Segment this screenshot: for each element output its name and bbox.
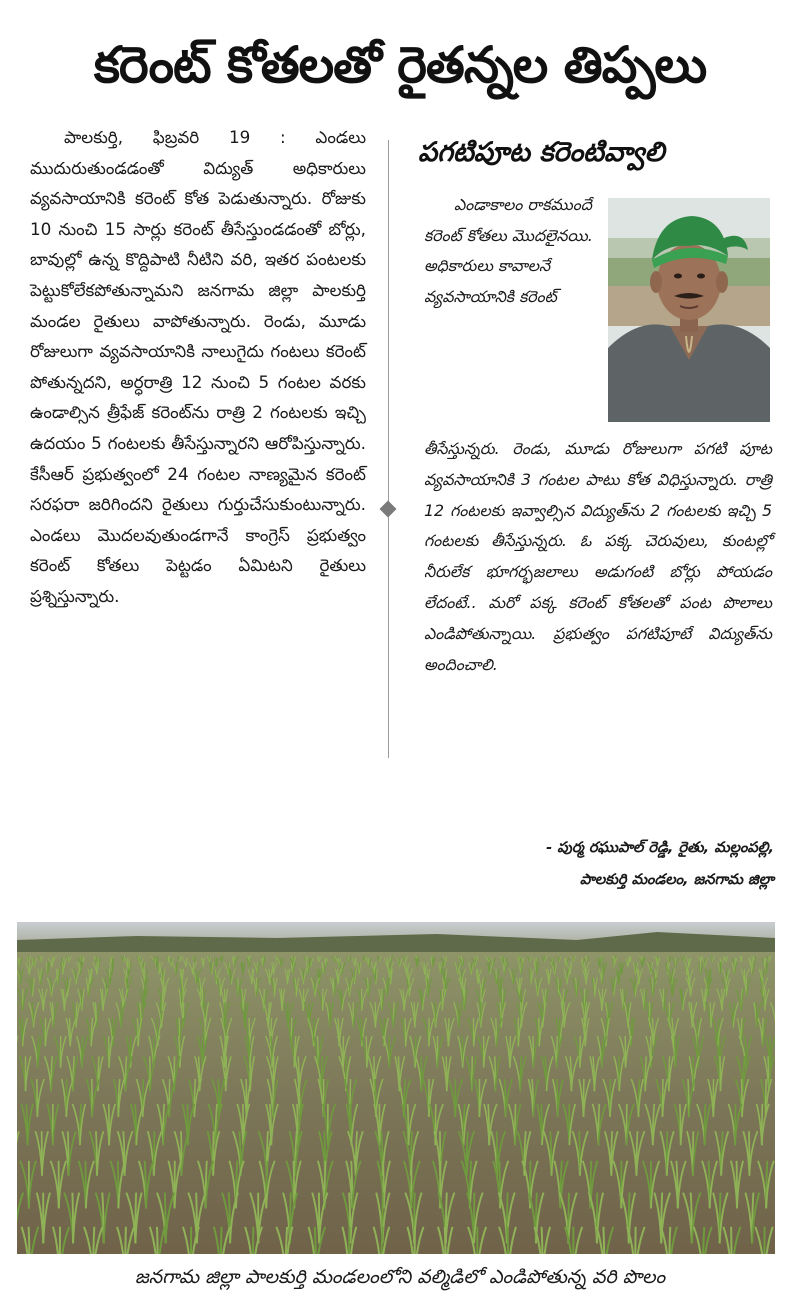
sidebar-paragraph-top: ఎండాకాలం రాకముందే కరెంట్‌ కోతలు మొదలైనయి. అధికారులు కావాలనే వ్యవసాయానికి కరెంట్‌ (424, 195, 593, 306)
credit-name-line: - పుర్మ రఘుపాల్‌ రెడ్డి, రైతు, మల్లంపల్లి, (546, 839, 774, 856)
column-divider (388, 140, 389, 758)
credit-place-line: పాలకుర్తి మండలం, జనగామ జిల్లా (579, 871, 774, 888)
farmer-portrait (608, 198, 770, 422)
sidebar-title: పగటిపూట కరెంటివ్వాలి (418, 137, 665, 168)
sidebar-text-bottom: తీసేస్తున్నరు. రెండు, మూడు రోజులుగా పగటి పూట వ్యవసాయానికి 3 గంటల పాటు కోత విధిస్తున్నారు. రాత్రి 12 గంటలకు ఇవ్వాల్సిన విద్యుత్‌ను 2 గంటలకు ఇచ్చి 5 గంటలకు తీసేస్తున్నరు. ఓ పక్క చెరువులు, కుంటల్లో నీరులేక భూగర్భజలాలు అడుగంటి బోర్లు పోయడం లేదంటే.. మరో పక్క కరెంట్‌ కోతలతో పంట పొలాలు ఎండిపోతున్నాయి. ప్రభుత్వం పగటిపూటే విద్యుత్‌ను అందించాలి. (424, 439, 772, 674)
divider-ornament (380, 501, 397, 518)
main-article-text (30, 122, 366, 612)
headline: కరెంట్‌ కోతలతో రైతన్నల తిప్పలు (93, 36, 707, 94)
sidebar-text-top (424, 190, 602, 312)
main-article-paragraph: పాలకుర్తి, ఫిబ్రవరి 19 : ఎండలు ముదురుతుండడంతో విద్యుత్‌ అధికారులు వ్యవసాయానికి కరెంట్‌ కోత పెడుతున్నారు. రోజుకు 10 నుంచి 15 సార్లు కరెంట్‌ తీసేస్తుండడంతో బోర్లు, బావుల్లో ఉన్న కొద్దిపాటి నీటిని వరి, ఇతర పంటలకు పెట్టుకోలేకపోతున్నామని జనగామ జిల్లా పాలకుర్తి మండల రైతులు వాపోతున్నారు. రెండు, మూడు రోజులుగా వ్యవసాయానికి నాలుగైదు గంటలు కరెంట్‌ పోతున్నదని, అర్ధరాత్రి 12 నుంచి 5 గంటల వరకు ఉండాల్సిన త్రీఫేజ్‌ కరెంట్‌ను రాత్రి 2 గంటలకు ఇచ్చి ఉదయం 5 గంటలకు తీసేస్తున్నారని ఆరోపిస్తున్నారు. కేసీఆర్‌ ప్రభుత్వంలో 24 గంటల నాణ్యమైన కరెంట్‌ సరఫరా జరిగిందని రైతులు గుర్తుచేసుకుంటున్నారు. ఎండలు మొదలవుతుండగానే కాంగ్రెస్‌ ప్రభుత్వం కరెంట్‌ కోతలు పెట్టడం ఏమిటని రైతులు ప్రశ్నిస్తున్నారు. (30, 127, 366, 606)
photo-caption: జనగామ జిల్లా పాలకుర్తి మండలంలోని వల్మిడిలో ఎండిపోతున్న వరి పొలం (134, 1266, 666, 1288)
dry-paddy-field-photo (17, 922, 775, 1254)
sidebar-credit (430, 832, 774, 896)
